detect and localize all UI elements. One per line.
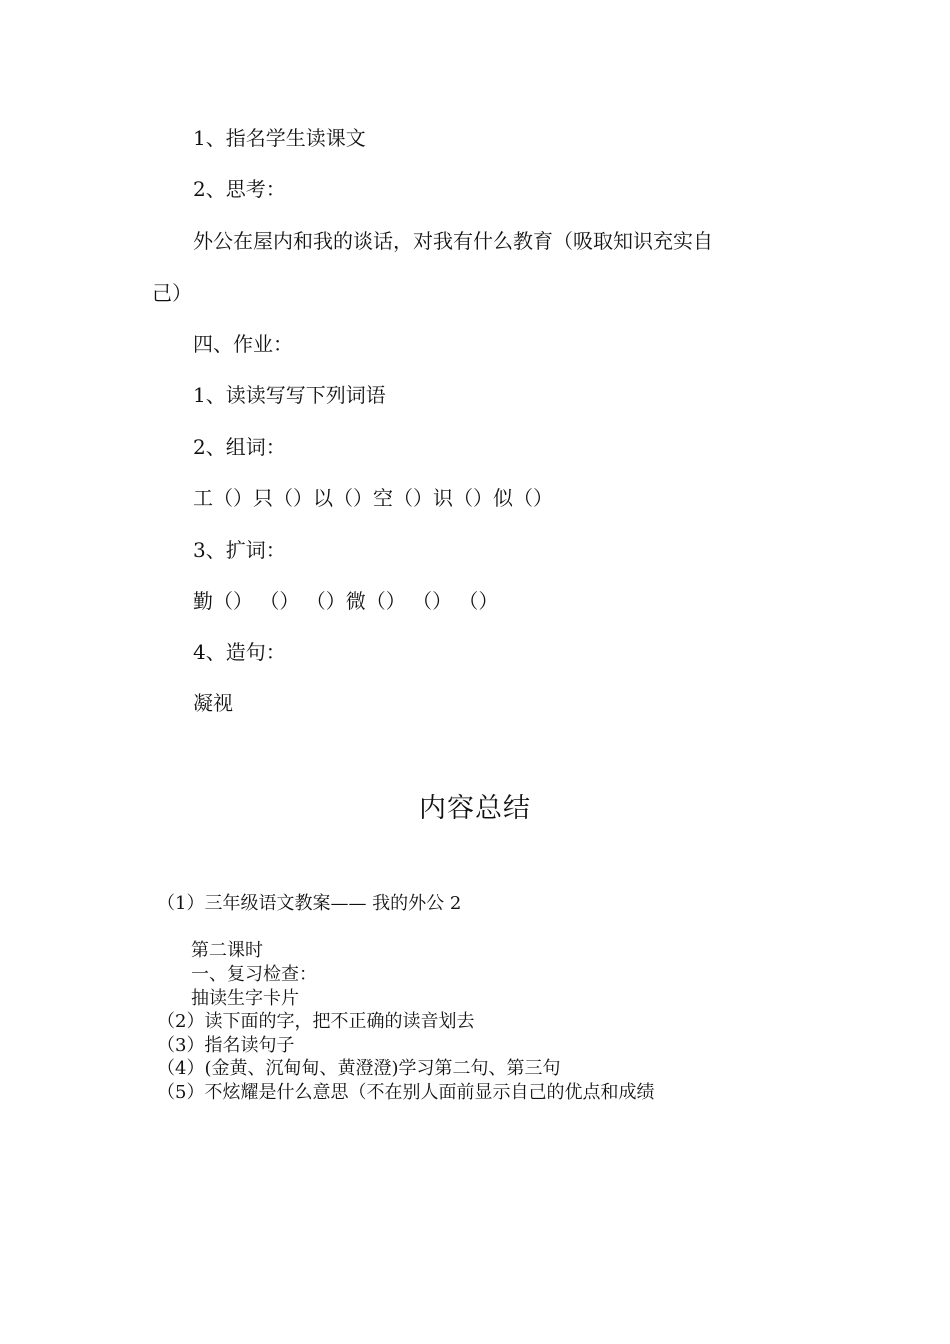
summary-item-5: （5）不炫耀是什么意思（不在别人面前显示自己的优点和成绩 [157, 1082, 655, 1103]
homework-item-expand-words: 3、扩词： [193, 538, 286, 562]
homework-item-words: 1、读读写写下列词语 [193, 383, 386, 407]
summary-item-1: （1）三年级语文教案—— 我的外公 2 [157, 893, 462, 914]
group-words-exercise: 工（）只（）以（）空（）识（）似（） [193, 486, 553, 510]
summary-title: 内容总结 [419, 793, 531, 824]
step-think: 2、思考： [193, 177, 286, 201]
homework-item-sentences: 4、造句： [193, 640, 286, 664]
summary-item-3: （3）指名读句子 [157, 1035, 295, 1056]
step-read-text: 1、指名学生读课文 [193, 126, 366, 150]
expand-words-exercise: 勤（） （） （）微（） （） （） [193, 589, 499, 613]
summary-subline-lesson: 第二课时 [191, 940, 263, 961]
homework-heading: 四、作业： [193, 332, 293, 356]
summary-item-2: （2）读下面的字，把不正确的读音划去 [157, 1011, 475, 1032]
homework-item-group-words: 2、组词： [193, 435, 286, 459]
think-question-line-1: 外公在屋内和我的谈话，对我有什么教育（吸取知识充实自 [193, 229, 713, 253]
think-question-line-2: 己） [152, 281, 192, 305]
sentence-word: 凝视 [193, 691, 233, 715]
summary-item-4: （4）(金黄、沉甸甸、黄澄澄)学习第二句、第三句 [157, 1058, 561, 1079]
summary-subline-cards: 抽读生字卡片 [191, 988, 299, 1009]
summary-subline-review: 一、复习检查： [191, 964, 317, 985]
